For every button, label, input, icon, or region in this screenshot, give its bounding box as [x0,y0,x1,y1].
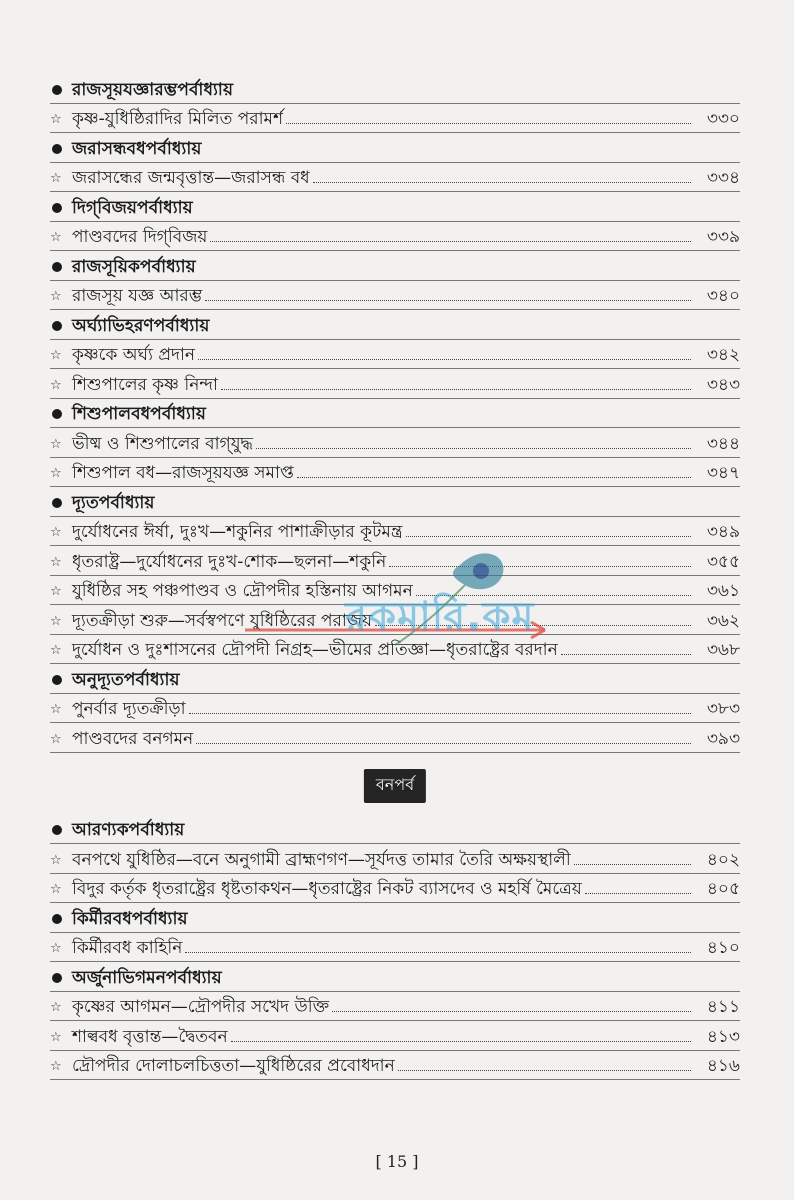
star-icon: ☆ [50,289,62,304]
entry-page-number: ৩৬২ [706,610,740,631]
toc-entry [50,874,740,904]
dot-leader [297,477,691,478]
entry-page-number: ৪১৬ [706,1056,740,1077]
entry-title: দ্যূতক্রীড়া শুরু—সর্বস্বপণে যুধিষ্ঠিরের পরাজয় [72,610,373,631]
bullet-icon [52,203,62,213]
star-icon: ☆ [50,171,62,186]
star-icon: ☆ [50,112,62,127]
toc-entry [50,222,740,252]
feather-eye-icon [473,563,489,579]
star-icon: ☆ [50,941,62,956]
entry-page-number: ৩৮৩ [706,699,740,720]
toc-entry [50,1021,740,1051]
entry-title: শিশুপাল বধ—রাজসূয়যজ্ঞ সমাপ্ত [72,463,294,484]
star-icon: ☆ [50,554,62,570]
bullet-icon [52,973,62,983]
toc-section-heading [50,487,740,517]
entry-title: বনপথে যুধিষ্ঠির—বনে অনুগামী ব্রাহ্মণগণ—সূর্যদত্ত তামার তৈরি অক্ষয়স্থালী [72,849,571,870]
section-title: অর্ঘ্যাভিহরণপর্বাধ্যায় [72,315,210,336]
entry-title: শিশুপালের কৃষ্ণ নিন্দা [72,374,218,395]
parva-heading: বনপর্ব [364,769,426,803]
toc-entry [50,281,740,311]
entry-title: ভীষ্ম ও শিশুপালের বাগ্‌যুদ্ধ [72,433,254,454]
entry-title: দুর্যোধনের ঈর্ষা, দুঃখ—শকুনির পাশাক্রীড়ার কূটমন্ত্র [72,522,403,543]
toc-entry [50,458,740,488]
entry-title: কৃষ্ণের আগমন—দ্রৌপদীর সখেদ উক্তি [72,997,330,1018]
section-title: জরাসন্ধবধপর্বাধ্যায় [72,138,202,159]
star-icon: ☆ [50,731,62,747]
section-title: রাজসূয়িকপর্বাধ্যায় [72,256,196,277]
entry-page-number: ৩৪০ [706,286,740,307]
star-icon: ☆ [50,702,62,717]
entry-title: দ্রৌপদীর দোলাচলচিত্ততা—যুধিষ্ঠিরের প্রবোধদান [72,1056,395,1077]
section-title: অনুদ্যূতপর্বাধ্যায় [72,669,180,690]
bullet-icon [52,825,62,835]
entry-page-number: ৪১৩ [706,1026,740,1047]
bullet-icon [52,914,62,924]
toc-entry [50,428,740,458]
star-icon: ☆ [50,436,62,452]
dot-leader [221,389,691,390]
dot-leader [585,893,691,894]
entry-title: বিদুর কর্তৃক ধৃতরাষ্ট্রের ধৃষ্টতাকথন—ধৃতরাষ্ট্রের নিকট ব্যাসদেব ও মহর্ষি মৈত্রেয় [72,879,582,900]
toc-section-heading [50,133,740,163]
section-title: শিশুপালবধপর্বাধ্যায় [72,404,207,425]
entry-page-number: ৩৩৯ [706,227,740,248]
entry-page-number: ৩৪৯ [706,522,740,543]
section-title: দিগ্‌বিজয়পর্বাধ্যায় [72,197,193,218]
page-number-footer: [ 15 ] [375,1152,419,1171]
toc-section-heading [50,192,740,222]
entry-title: পাণ্ডবদের বনগমন [72,728,194,749]
star-icon: ☆ [50,613,62,629]
entry-title: পাণ্ডবদের দিগ্‌বিজয় [72,227,208,248]
entry-title: কৃষ্ণ-যুধিষ্ঠিরাদির মিলিত পরামর্শ [72,109,284,130]
entry-title: শাল্ববধ বৃত্তান্ত—দ্বৈতবন [72,1026,228,1047]
dot-leader [574,864,691,865]
bullet-icon [52,85,62,95]
entry-page-number: ৩৪৩ [706,374,740,395]
dot-leader [398,1070,691,1071]
entry-page-number: ৩৩০ [706,109,740,130]
section-title: কির্মীরবধপর্বাধ্যায় [72,908,188,929]
toc-section-heading [50,903,740,933]
entry-title: কির্মীরবধ কাহিনি [72,938,183,959]
toc-section-heading [50,74,740,104]
entry-page-number: ৩৫৫ [706,551,740,572]
bullet-icon [52,144,62,154]
dot-leader [313,182,691,183]
star-icon: ☆ [50,643,62,658]
dot-leader [189,713,691,714]
entry-title: কৃষ্ণকে অর্ঘ্য প্রদান [72,345,196,366]
entry-page-number: ৩৪৭ [706,463,740,484]
toc-list-vana [50,815,740,1081]
toc-entry [50,1051,740,1081]
bullet-icon [52,321,62,331]
entry-page-number: ৩৬১ [706,581,740,602]
toc-entry [50,369,740,399]
toc-entry [50,992,740,1022]
dot-leader [205,300,691,301]
dot-leader [332,1011,691,1012]
dot-leader [286,123,691,124]
dot-leader [185,952,691,953]
section-title: অর্জুনাভিগমনপর্বাধ্যায় [72,967,222,988]
entry-page-number: ৩৬৮ [706,640,740,661]
dot-leader [256,448,691,449]
entry-title: পুনর্বার দ্যূতক্রীড়া [72,699,186,720]
dot-leader [210,241,691,242]
toc-section-heading [50,310,740,340]
dot-leader [231,1041,691,1042]
star-icon: ☆ [50,584,62,599]
entry-title: ধৃতরাষ্ট্র—দুর্যোধনের দুঃখ-শোক—ছলনা—শকুনি [72,551,387,572]
toc-entry [50,933,740,963]
section-title: দ্যূতপর্বাধ্যায় [72,492,155,513]
toc-entry [50,517,740,547]
entry-page-number: ৪০২ [706,849,740,870]
toc-entry [50,163,740,193]
toc-entry [50,694,740,724]
entry-title: জরাসন্ধের জন্মবৃত্তান্ত—জরাসন্ধ বধ [72,168,310,189]
toc-section-heading [50,962,740,992]
entry-page-number: ৩৩৪ [706,168,740,189]
bullet-icon [52,498,62,508]
entry-title: দুর্যোধন ও দুঃশাসনের দ্রৌপদী নিগ্রহ—ভীমের প্রতিজ্ঞা—ধৃতরাষ্ট্রের বরদান [72,640,558,661]
dot-leader [406,536,691,537]
toc-entry [50,723,740,753]
star-icon: ☆ [50,1000,62,1015]
entry-page-number: ৪১১ [706,997,740,1018]
star-icon: ☆ [50,1059,62,1074]
star-icon: ☆ [50,1029,62,1045]
entry-page-number: ৪১০ [706,938,740,959]
entry-page-number: ৩৯৩ [706,728,740,749]
entry-title: যুধিষ্ঠির সহ পঞ্চপাণ্ডব ও দ্রৌপদীর হস্তিনায় আগমন [72,581,413,602]
dot-leader [198,359,691,360]
section-title: আরণ্যকপর্বাধ্যায় [72,820,185,841]
star-icon: ☆ [50,882,62,897]
star-icon: ☆ [50,377,62,393]
entry-page-number: ৪০৫ [706,879,740,900]
toc-entry [50,104,740,134]
star-icon: ☆ [50,466,62,481]
dot-leader [196,743,691,744]
toc-entry [50,844,740,874]
bullet-icon [52,675,62,685]
star-icon: ☆ [50,525,62,540]
toc-section-heading [50,664,740,694]
toc-entry [50,340,740,370]
section-title: রাজসূয়যজ্ঞারম্ভপর্বাধ্যায় [72,79,234,100]
bullet-icon [52,409,62,419]
entry-title: রাজসূয় যজ্ঞ আরম্ভ [72,286,203,307]
bullet-icon [52,262,62,272]
parva-heading-wrap [50,753,740,815]
star-icon: ☆ [50,348,62,363]
star-icon: ☆ [50,230,62,245]
toc-section-heading [50,251,740,281]
entry-page-number: ৩৪২ [706,345,740,366]
toc-section-heading [50,399,740,429]
toc-section-heading [50,815,740,845]
entry-page-number: ৩৪৪ [706,433,740,454]
watermark-text: রকমারি.কম [345,594,535,640]
dot-leader [561,654,691,655]
star-icon: ☆ [50,852,62,868]
